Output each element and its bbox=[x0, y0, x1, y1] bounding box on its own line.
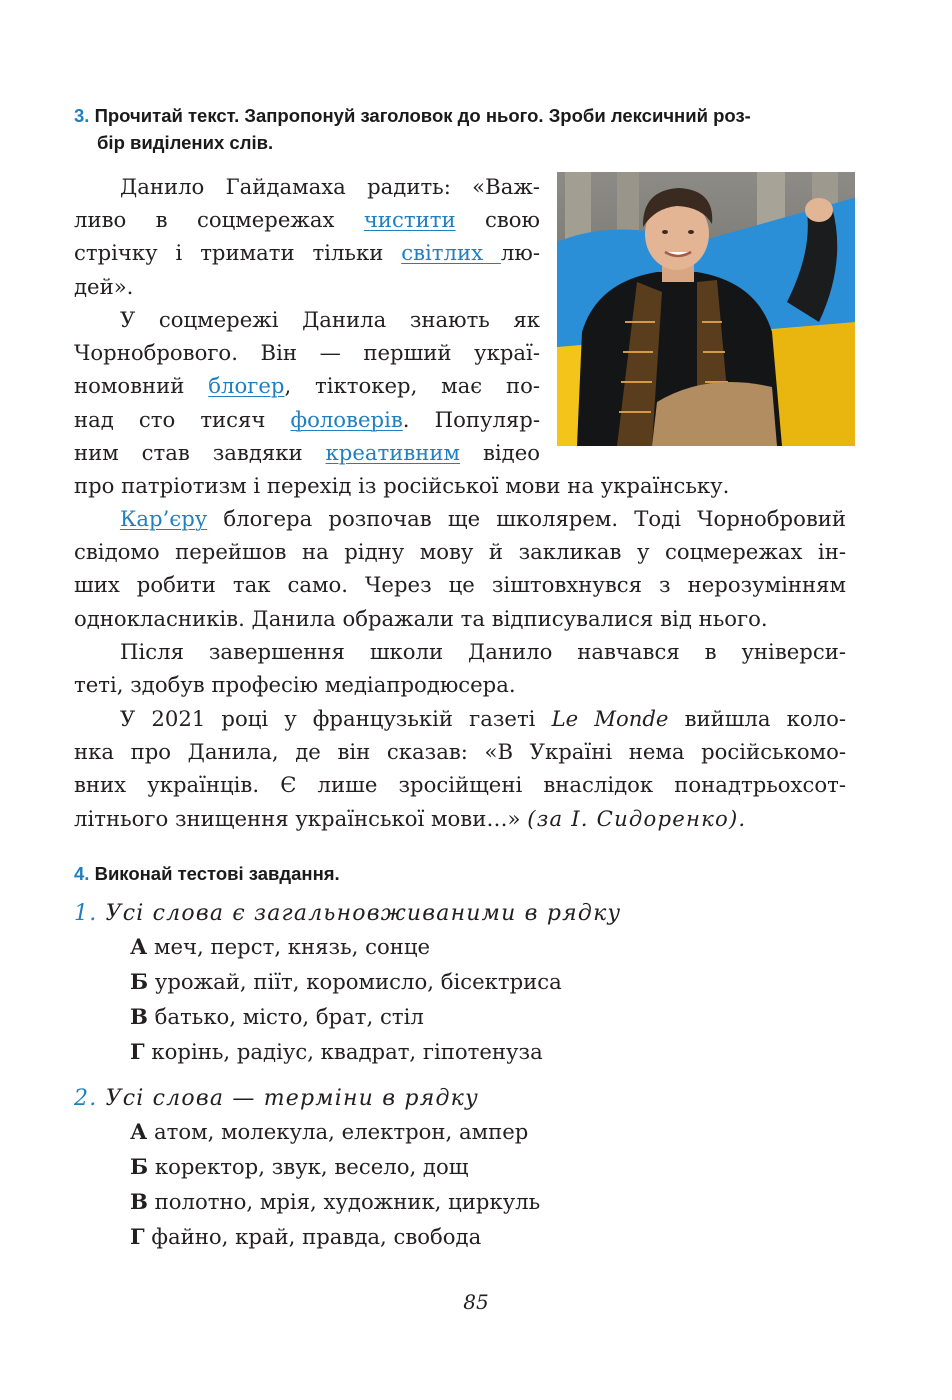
paragraph-5-line-1: У 2021 році у французькій газеті Le Monde вийшла коло- bbox=[120, 706, 846, 731]
question-2-number: 2. bbox=[74, 1086, 98, 1111]
paragraph-2-line-3: номовний блогер, тіктокер, має по- bbox=[74, 373, 540, 399]
task-4-title: Виконай тестові завдання. bbox=[94, 863, 340, 884]
paragraph-5-line-3: вних українців. Є лише зросійщені внаслідок понадтрьохсот- bbox=[74, 772, 846, 798]
task-3-title-line-1: Прочитай текст. Запропонуй заголовок до нього. Зроби лексичний роз- bbox=[94, 105, 751, 126]
paragraph-2-line-2: Чорнобрового. Він — перший украї- bbox=[74, 340, 540, 366]
paragraph-1-line-1: Данило Гайдамаха радить: «Важ- bbox=[120, 174, 540, 199]
question-1-number: 1. bbox=[74, 901, 98, 926]
highlighted-word-foloveriv: фоловерів bbox=[290, 406, 403, 432]
task-4-heading bbox=[74, 860, 340, 887]
task-3-number: 3. bbox=[74, 105, 90, 126]
paragraph-2-line-1: У соцмережі Данила знають як bbox=[120, 307, 540, 332]
paragraph-5 bbox=[74, 702, 846, 835]
paragraph-4-line-2: теті, здобув професію медіапродюсера. bbox=[74, 672, 516, 698]
paragraph-1-line-3: стрічку і тримати тільки світлих лю- bbox=[74, 240, 540, 266]
paragraph-3-line-2: свідомо перейшов на рідну мову й закликав у соцмережах ін- bbox=[74, 539, 846, 565]
question-1-option-a: А меч, перст, князь, сонце bbox=[130, 934, 430, 959]
newspaper-name: Le Monde bbox=[551, 706, 669, 731]
task-3-heading bbox=[74, 102, 844, 156]
paragraph-1-line-2: ливо в соцмережах чистити свою bbox=[74, 207, 540, 233]
question-2-option-d: Г файно, край, правда, свобода bbox=[130, 1224, 482, 1249]
paragraph-5-line-4: літнього знищення української мови…» (за І. Сидоренко). bbox=[74, 805, 747, 831]
highlighted-word-chystyty: чистити bbox=[363, 207, 456, 233]
page-number: 85 bbox=[463, 1290, 489, 1314]
paragraph-1 bbox=[74, 170, 540, 303]
question-2-option-b: Б коректор, звук, весело, дощ bbox=[130, 1154, 469, 1179]
paragraph-2-line-5: ним став завдяки креативним відео bbox=[74, 439, 541, 465]
paragraph-2-line-6: про патріотизм і перехід із російської мови на українську. bbox=[74, 473, 730, 499]
question-2-text: Усі слова — терміни в рядку bbox=[105, 1086, 479, 1111]
paragraph-5-line-2: нка про Данила, де він сказав: «В Україні нема російськомо- bbox=[74, 739, 846, 765]
paragraph-4 bbox=[74, 635, 846, 701]
question-1-option-b: Б урожай, піїт, коромисло, бісектриса bbox=[130, 969, 562, 994]
task-4-number: 4. bbox=[74, 863, 90, 884]
paragraph-3-line-4: однокласників. Данила ображали та відписувалися від нього. bbox=[74, 605, 768, 631]
paragraph-1-line-4: дей». bbox=[74, 273, 134, 299]
paragraph-3-line-3: ших робити так само. Через це зіштовхнувся з нерозумінням bbox=[74, 572, 846, 598]
paragraph-3-line-1: Кар’єру блогера розпочав ще школярем. Тоді Чорнобровий bbox=[120, 506, 846, 531]
paragraph-3 bbox=[74, 502, 846, 635]
paragraph-4-line-1: Після завершення школи Данило навчався в універси- bbox=[120, 639, 846, 664]
question-2-option-c: В полотно, мрія, художник, циркуль bbox=[130, 1189, 541, 1214]
task-3-title-line-2: бір виділених слів. bbox=[97, 132, 274, 153]
question-2-option-a: А атом, молекула, електрон, ампер bbox=[130, 1119, 529, 1144]
question-1-text: Усі слова є загальновживаними в рядку bbox=[105, 901, 622, 926]
paragraph-2-line-4: над сто тисяч фоловерів. Популяр- bbox=[74, 406, 540, 432]
highlighted-word-kreatyvnym: креативним bbox=[325, 439, 461, 465]
source-citation: (за І. Сидоренко). bbox=[527, 805, 747, 831]
question-2 bbox=[74, 1083, 479, 1115]
question-1-option-c: В батько, місто, брат, стіл bbox=[130, 1004, 424, 1029]
highlighted-word-karieru: Кар’єру bbox=[120, 506, 208, 531]
question-1-option-d: Г корінь, радіус, квадрат, гіпотенуза bbox=[130, 1039, 543, 1064]
paragraph-2 bbox=[74, 303, 846, 502]
highlighted-word-svitlykh: світлих bbox=[401, 240, 501, 266]
question-1 bbox=[74, 898, 621, 930]
highlighted-word-bloher: блогер bbox=[208, 373, 285, 399]
